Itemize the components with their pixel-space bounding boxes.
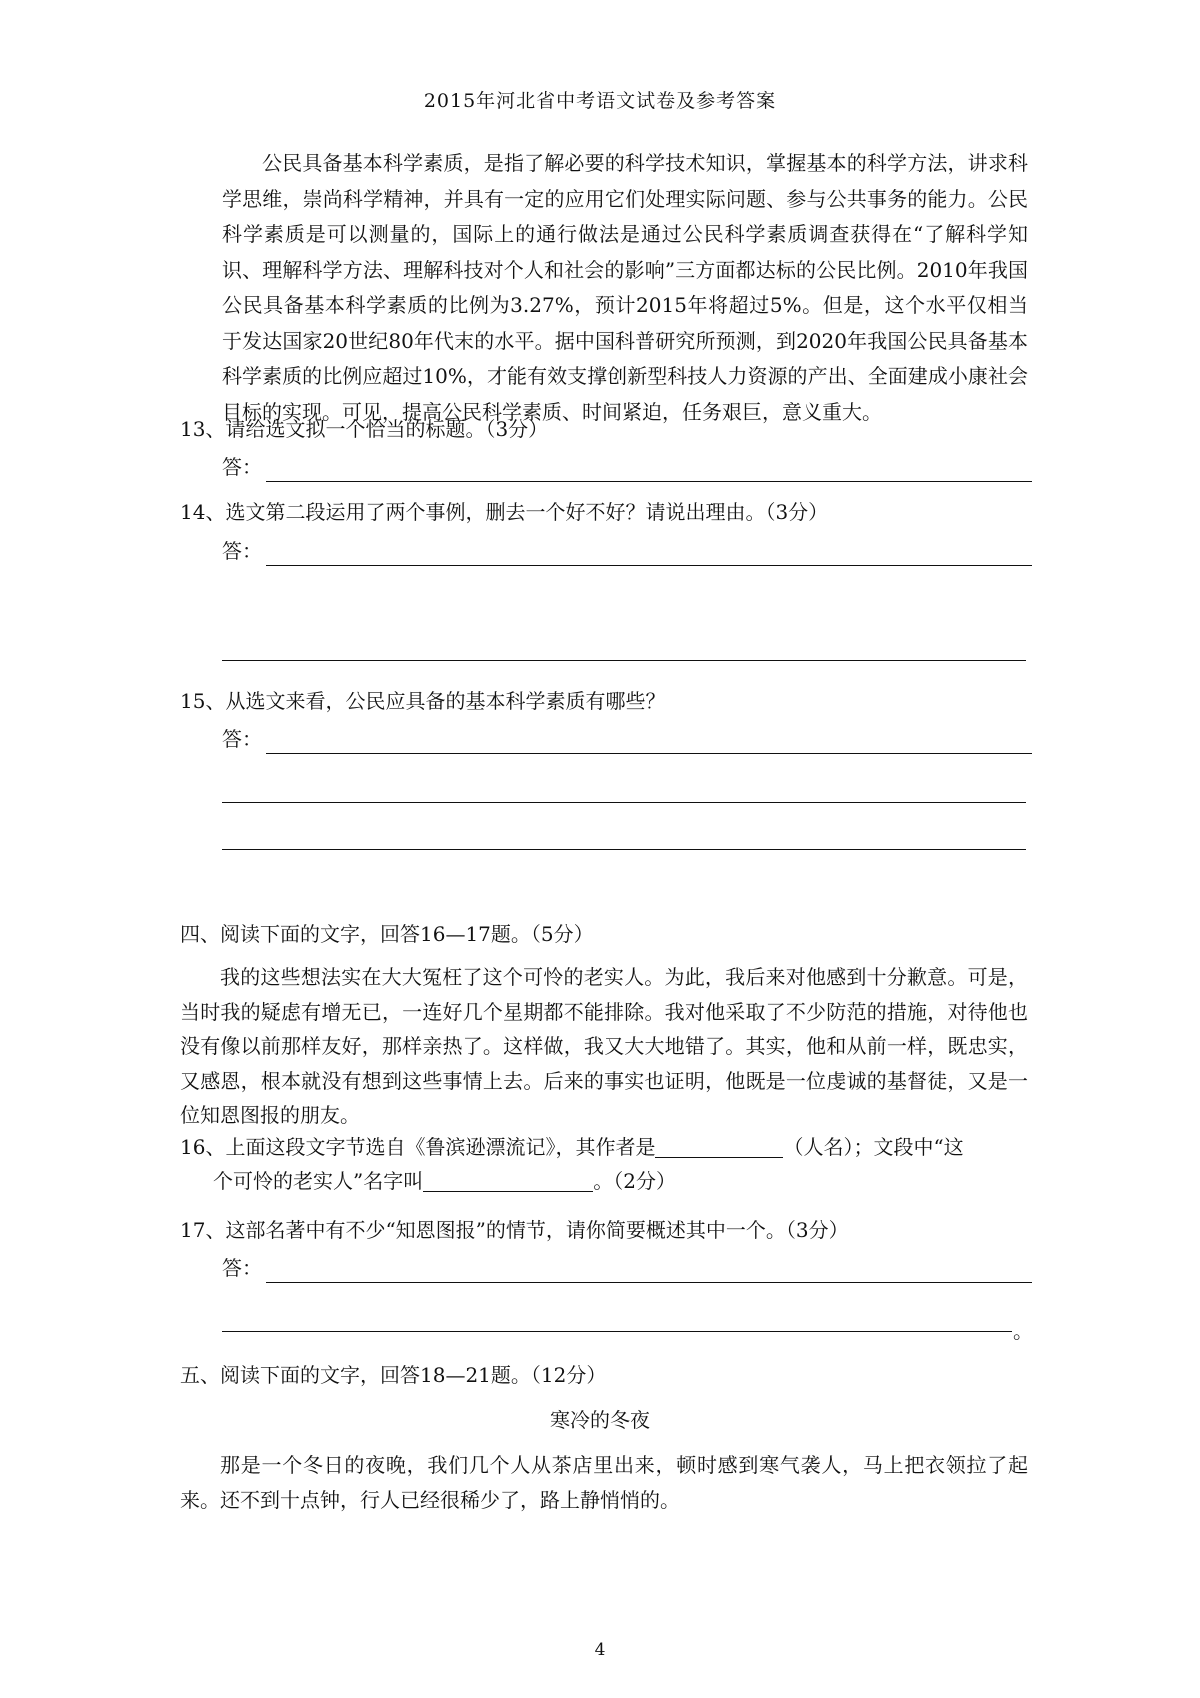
q16-text-2: （人名）；文段中“这 [783, 1135, 964, 1159]
answer-15 [222, 722, 1032, 754]
answer-line[interactable] [266, 564, 1032, 566]
q16-text-1: 16、上面这段文字节选自《鲁滨逊漂流记》，其作者是 [180, 1135, 656, 1159]
question-15: 15、从选文来看，公民应具备的基本科学素质有哪些？ [180, 689, 666, 713]
section-4-heading: 四、阅读下面的文字，回答16—17题。（5分） [180, 922, 594, 946]
answer-line[interactable] [266, 1281, 1032, 1283]
answer-label: 答： [222, 455, 262, 479]
answer-13 [222, 450, 1032, 482]
answer-line[interactable] [222, 1330, 1012, 1332]
author-blank[interactable] [655, 1135, 783, 1158]
question-17: 17、这部名著中有不少“知恩图报”的情节，请你简要概述其中一个。（3分） [180, 1218, 849, 1242]
character-name-blank[interactable] [423, 1169, 593, 1192]
passage-winter-night: 那是一个冬日的夜晚，我们几个人从茶店里出来，顿时感到寒气袭人，马上把衣领拉了起来。还不到十点钟，行人已经很稀少了，路上静悄悄的。 [180, 1453, 1028, 1512]
answer-14 [222, 534, 1032, 566]
answer-label: 答： [222, 727, 262, 751]
passage-science-literacy: 公民具备基本科学素质，是指了解必要的科学技术知识，掌握基本的科学方法，讲求科学思维，崇尚科学精神，并具有一定的应用它们处理实际问题、参与公共事务的能力。公民科学素质是可以测量的，国际上的通行做法是通过公民科学素质调查获得在“了解科学知识、理解科学方法、理解科技对个人和社会的影响”三方面都达标的公民比例。2010年我国公民具备基本科学素质的比例为3.27%，预计2015年将超过5%。但是，这个水平仅相当于发达国家20世纪80年代末的水平。据中国科普研究所预测，到2020年我国公民具备基本科学素质的比例应超过10%，才能有效支撑创新型科技人力资源的产出、全面建成小康社会目标的实现。可见，提高公民科学素质、时间紧迫，任务艰巨，意义重大。 [222, 151, 1028, 424]
passage-robinson: 我的这些想法实在大大冤枉了这个可怜的老实人。为此，我后来对他感到十分歉意。可是，当时我的疑虑有增无已，一连好几个星期都不能排除。我对他采取了不少防范的措施，对待他也没有像以前那样友好，那样亲热了。这样做，我又大大地错了。其实，他和从前一样，既忠实，又感恩，根本就没有想到这些事情上去。后来的事实也证明，他既是一位虔诚的基督徒，又是一位知恩图报的朋友。 [180, 965, 1028, 1127]
answer-line[interactable] [222, 801, 1026, 803]
question-16 [180, 1130, 1030, 1198]
answer-line[interactable] [266, 480, 1032, 482]
question-14: 14、选文第二段运用了两个事例，删去一个好不好？请说出理由。（3分） [180, 500, 829, 524]
story-title: 寒冷的冬夜 [550, 1408, 650, 1432]
answer-label: 答： [222, 539, 262, 563]
page-header: 2015年河北省中考语文试卷及参考答案 [423, 90, 777, 112]
answer-label: 答： [222, 1256, 262, 1280]
page-number: 4 [594, 1640, 606, 1660]
q16-text-4: 。（2分） [593, 1169, 676, 1193]
answer-line[interactable] [266, 752, 1032, 754]
q16-text-3: 个可怜的老实人”名字叫 [213, 1169, 424, 1193]
question-13: 13、请给选文拟一个恰当的标题。（3分） [180, 417, 549, 441]
answer-17 [222, 1251, 1032, 1283]
section-5-heading: 五、阅读下面的文字，回答18—21题。（12分） [180, 1363, 607, 1387]
end-mark: 。 [1013, 1319, 1033, 1343]
answer-line[interactable] [222, 848, 1026, 850]
answer-line[interactable] [222, 659, 1026, 661]
